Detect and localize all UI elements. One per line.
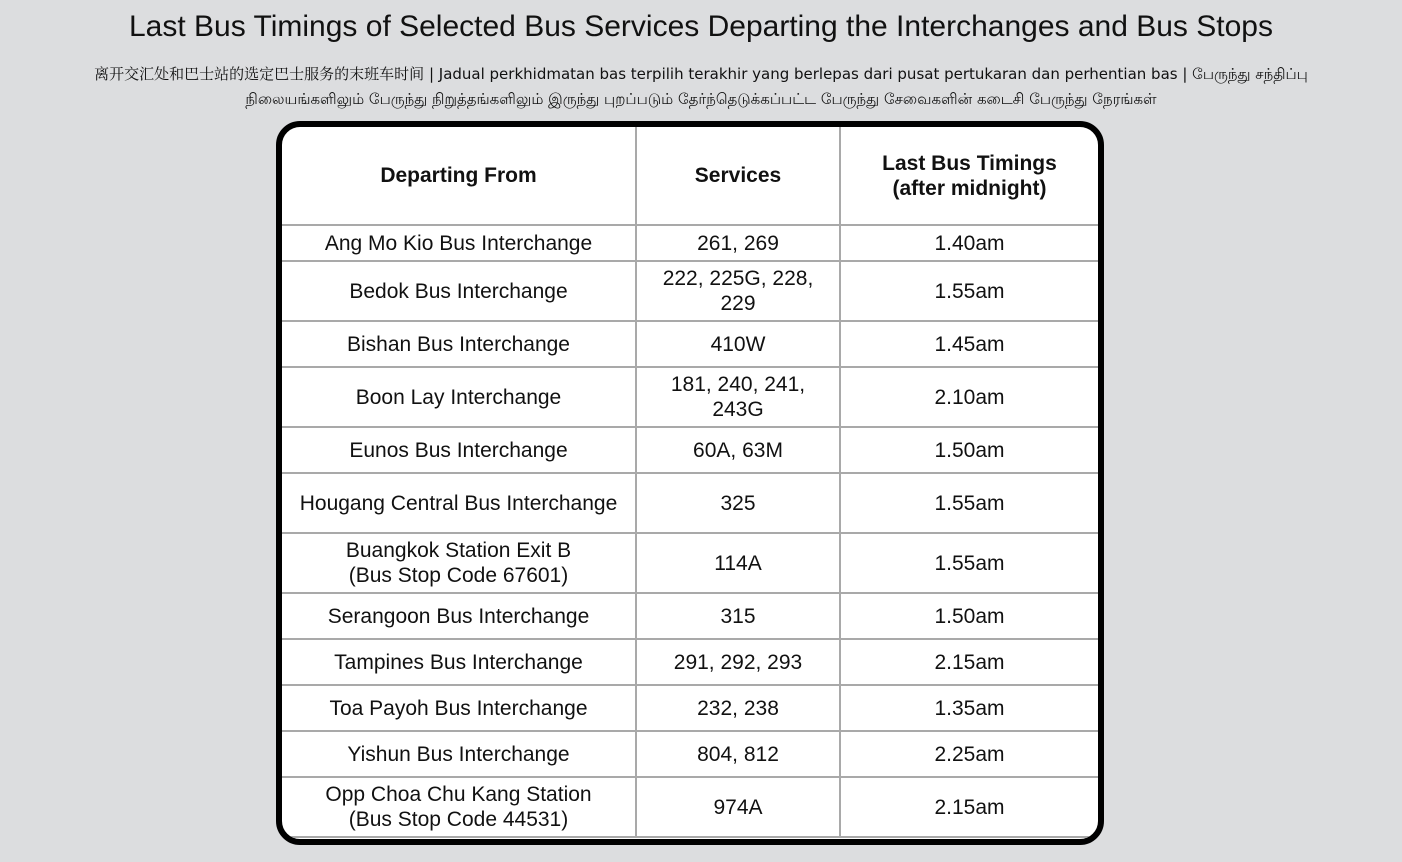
- services-cell: 315: [636, 593, 840, 639]
- header-departing-from: Departing From: [282, 127, 636, 225]
- services-cell: 60A, 63M: [636, 427, 840, 473]
- services-cell: 974A: [636, 777, 840, 837]
- last-bus-table: [282, 127, 1098, 838]
- last-bus-time-cell: 1.40am: [840, 225, 1098, 261]
- services-cell: 222, 225G, 228, 229: [636, 261, 840, 321]
- last-bus-time-cell: 1.50am: [840, 427, 1098, 473]
- table-row: [282, 367, 1098, 427]
- last-bus-time-cell: 2.25am: [840, 731, 1098, 777]
- departing-from-cell: Eunos Bus Interchange: [282, 427, 636, 473]
- table-row: [282, 533, 1098, 593]
- departing-from-cell: Bishan Bus Interchange: [282, 321, 636, 367]
- table-row: [282, 685, 1098, 731]
- departing-from-cell: Bedok Bus Interchange: [282, 261, 636, 321]
- services-cell: 291, 292, 293: [636, 639, 840, 685]
- last-bus-time-cell: 2.10am: [840, 367, 1098, 427]
- departing-from-cell: Tampines Bus Interchange: [282, 639, 636, 685]
- departing-from-cell: Ang Mo Kio Bus Interchange: [282, 225, 636, 261]
- header-services: Services: [636, 127, 840, 225]
- table-row: [282, 427, 1098, 473]
- last-bus-time-cell: 1.45am: [840, 321, 1098, 367]
- last-bus-time-cell: 1.50am: [840, 593, 1098, 639]
- table-row: [282, 321, 1098, 367]
- last-bus-table-card: [276, 121, 1104, 845]
- table-row: [282, 261, 1098, 321]
- table-row: [282, 473, 1098, 533]
- table-body: [282, 225, 1098, 837]
- departing-from-cell: Serangoon Bus Interchange: [282, 593, 636, 639]
- services-cell: 181, 240, 241, 243G: [636, 367, 840, 427]
- table-row: [282, 593, 1098, 639]
- services-cell: 804, 812: [636, 731, 840, 777]
- last-bus-time-cell: 1.55am: [840, 473, 1098, 533]
- departing-from-cell: Buangkok Station Exit B (Bus Stop Code 67601): [282, 533, 636, 593]
- services-cell: 114A: [636, 533, 840, 593]
- services-cell: 410W: [636, 321, 840, 367]
- page-subtitle: 离开交汇处和巴士站的选定巴士服务的末班车时间 | Jadual perkhidmatan bas terpilih terakhir yang berlepas dari pusat pertukaran dan perhentian bas | பேருந்து சந்திப்பு நிலையங்களிலும் பேருந்து நிறுத்தங்களிலும் இருந்து புறப்படும் தேர்ந்தெடுக்கப்பட்ட பேருந்து சேவைகளின் கடைசி பேருந்து நேரங்கள்: [94, 65, 1308, 108]
- table-header-row: [282, 127, 1098, 225]
- last-bus-time-cell: 2.15am: [840, 777, 1098, 837]
- table-row: [282, 731, 1098, 777]
- last-bus-time-cell: 1.55am: [840, 261, 1098, 321]
- services-cell: 325: [636, 473, 840, 533]
- table-row: [282, 225, 1098, 261]
- departing-from-cell: Toa Payoh Bus Interchange: [282, 685, 636, 731]
- services-cell: 261, 269: [636, 225, 840, 261]
- last-bus-time-cell: 1.35am: [840, 685, 1098, 731]
- header-last-bus-timings: Last Bus Timings (after midnight): [840, 127, 1098, 225]
- last-bus-time-cell: 2.15am: [840, 639, 1098, 685]
- table-row: [282, 639, 1098, 685]
- last-bus-time-cell: 1.55am: [840, 533, 1098, 593]
- table-row: [282, 777, 1098, 837]
- departing-from-cell: Yishun Bus Interchange: [282, 731, 636, 777]
- page-title: Last Bus Timings of Selected Bus Services Departing the Interchanges and Bus Stops: [129, 10, 1273, 43]
- departing-from-cell: Boon Lay Interchange: [282, 367, 636, 427]
- services-cell: 232, 238: [636, 685, 840, 731]
- departing-from-cell: Hougang Central Bus Interchange: [282, 473, 636, 533]
- departing-from-cell: Opp Choa Chu Kang Station (Bus Stop Code 44531): [282, 777, 636, 837]
